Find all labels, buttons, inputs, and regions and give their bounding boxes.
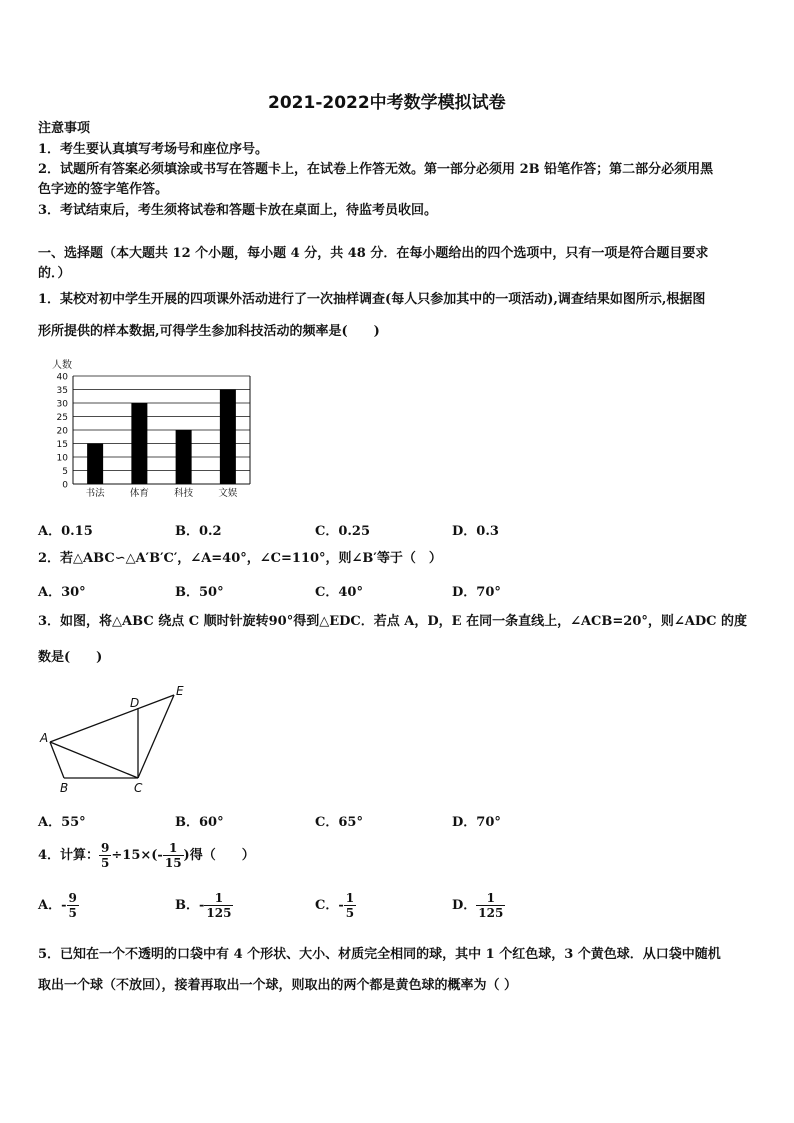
y-tick-label: 5 [62,467,68,477]
page-title: 2021-2022中考数学模拟试卷 [268,93,506,113]
y-tick-label: 25 [56,413,68,423]
q2-option-c[interactable]: C．40° [315,585,363,600]
q1-option-c[interactable]: C．0.25 [315,524,371,539]
label-e: E [176,684,184,698]
q4-option-d[interactable] [452,888,505,924]
q4-option-c-fraction [344,891,356,920]
q2-text: 2．若△ABC∽△A′B′C′，∠A=40°，∠C=110°，则∠B′等于（ ） [38,551,442,566]
notice-item-3: 3．考试结束后，考生须将试卷和答题卡放在桌面上，待监考员收回。 [38,203,438,218]
q1-option-b[interactable]: B．0.2 [175,524,222,539]
section-heading: 一、选择题（本大题共 12 个小题，每小题 4 分，共 48 分．在每小题给出的四个选项中，只有一项是符合题目要求 [38,246,709,261]
segment-ec [138,695,174,778]
x-tick-label: 科技 [174,488,194,499]
q4-option-a-fraction [67,891,79,920]
q3-option-b[interactable]: B．60° [175,815,224,830]
q2-option-a[interactable]: A．30° [38,585,86,600]
q4-option-a-num: 9 [68,891,77,905]
q4-fraction-1-num: 9 [101,841,110,855]
notice-item-2-cont: 色字迹的签字笔作答。 [38,182,169,197]
section-heading-cont: 的．） [38,266,71,281]
bar-1 [87,444,103,485]
q3-option-c[interactable]: C．65° [315,815,363,830]
q3-text: 3．如图，将△ABC 绕点 C 顺时针旋转90°得到△EDC．若点 A，D，E 在同一条直线上，∠ACB=20°，则∠ADC 的度 [38,614,747,629]
q4-option-b-fraction [204,891,233,920]
q3-text-cont: 数是( ) [38,650,103,665]
segment-ae [50,695,174,742]
q4-fraction-2-num: 1 [163,841,184,856]
q4-suffix: )得（ ） [183,848,255,863]
q4-option-a-den: 5 [68,906,77,920]
y-tick-label: 40 [56,372,68,383]
q4-fraction-1-den: 5 [101,856,110,870]
q4-option-c[interactable] [315,888,356,924]
q4-option-d-den: 125 [478,906,504,920]
label-a: A [40,731,49,745]
bar-3 [176,430,192,484]
q4-option-a-label: A． [38,898,62,913]
q4-option-a[interactable] [38,888,79,924]
q4-option-c-label: C． [315,898,339,913]
q3-option-d[interactable]: D．70° [452,815,501,830]
q5-text: 5．已知在一个不透明的口袋中有 4 个形状、大小、材质完全相同的球，其中 1 个红色球，3 个黄色球．从口袋中随机 [38,947,721,962]
bar-2 [131,403,147,484]
q4-prefix: 4．计算： [38,848,100,863]
q4-expression [38,838,255,874]
q1-option-a[interactable]: A．0.15 [38,524,93,539]
x-tick-label: 体育 [129,488,149,499]
q1-text-cont: 形所提供的样本数据,可得学生参加科技活动的频率是( ) [38,324,380,339]
q4-option-b-den: 125 [206,906,232,920]
q4-option-d-label: D． [452,898,477,913]
x-tick-label: 书法 [85,488,105,499]
q4-option-b[interactable] [175,888,233,924]
q4-option-c-num: 1 [345,891,355,905]
q1-bar-chart [36,356,256,501]
q3-option-a[interactable]: A．55° [38,815,86,830]
y-tick-label: 15 [56,440,68,450]
segment-ac [50,742,138,778]
q4-option-a-sign: - [61,898,67,913]
x-tick-label: 文娱 [218,488,238,499]
label-b: B [60,781,69,795]
q4-option-d-num: 1 [476,891,505,906]
y-tick-label: 10 [56,453,68,464]
q4-option-b-num: 1 [204,891,233,906]
q4-fraction-2-den: 15 [164,856,182,870]
notice-item-2: 2．试题所有答案必须填涂或书写在答题卡上，在试卷上作答无效。第一部分必须用 2B 铅笔作答；第二部分必须用黑 [38,162,714,177]
q4-option-d-fraction [476,891,505,920]
q4-fraction-1 [99,841,111,870]
q4-option-c-den: 5 [345,906,355,920]
q2-option-d[interactable]: D．70° [452,585,501,600]
y-tick-label: 0 [62,480,68,491]
bar-4 [220,390,236,485]
y-tick-label: 20 [56,426,68,437]
label-c: C [134,781,143,795]
q4-fraction-2 [163,841,184,870]
q4-option-b-sign: - [199,898,205,913]
label-d: D [130,696,140,710]
y-tick-label: 35 [56,386,68,396]
q1-option-d[interactable]: D．0.3 [452,524,499,539]
y-axis-label: 人数 [52,360,72,371]
q2-option-b[interactable]: B．50° [175,585,224,600]
notice-heading: 注意事项 [38,121,91,136]
q4-option-c-sign: - [338,898,344,913]
q3-geometry-figure [34,682,194,797]
q1-text: 1．某校对初中学生开展的四项课外活动进行了一次抽样调查(每人只参加其中的一项活动),调查结果如图所示,根据图 [38,292,706,307]
q5-text-cont: 取出一个球（不放回），接着再取出一个球，则取出的两个都是黄色球的概率为（ ） [38,978,518,993]
q4-operator: ÷15×(- [111,848,163,863]
y-tick-label: 30 [56,399,68,410]
notice-item-1: 1．考生要认真填写考场号和座位序号。 [38,142,269,157]
q4-option-b-label: B． [175,898,199,913]
